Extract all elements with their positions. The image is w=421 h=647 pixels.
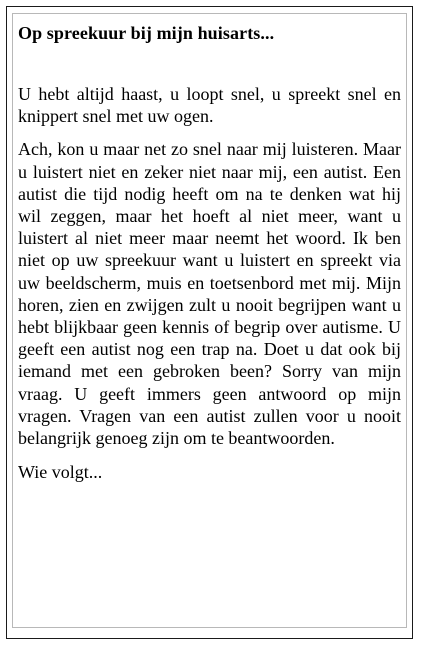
paragraph-intro: U hebt altijd haast, u loopt snel, u spreekt snel en knippert snel met uw ogen. <box>18 84 401 127</box>
paragraph-closing: Wie volgt... <box>18 462 103 483</box>
text-box <box>12 13 407 628</box>
paragraph-body: Ach, kon u maar net zo snel naar mij luisteren. Maar u luistert niet en zeker niet naar mij, een autist. Een autist die tijd nodig heeft om na te denken wat hij wil zeggen, maar het hoeft al niet meer, want u luistert al niet meer maar neemt het woord. Ik ben niet op uw spreekuur want u luistert en spreekt via uw beeldscherm, muis en toetsenbord met mij. Mijn horen, zien en zwijgen zult u nooit begrijpen want u hebt blijkbaar geen kennis of begrip over autisme. U geeft een autist nog een trap na. Doet u dat ook bij iemand met een gebroken been? Sorry van mijn vraag. U geeft immers geen antwoord op mijn vragen. Vragen van een autist zullen voor u nooit belangrijk genoeg zijn om te beantwoorden. <box>18 139 401 449</box>
document-title: Op spreekuur bij mijn huisarts... <box>18 23 275 43</box>
